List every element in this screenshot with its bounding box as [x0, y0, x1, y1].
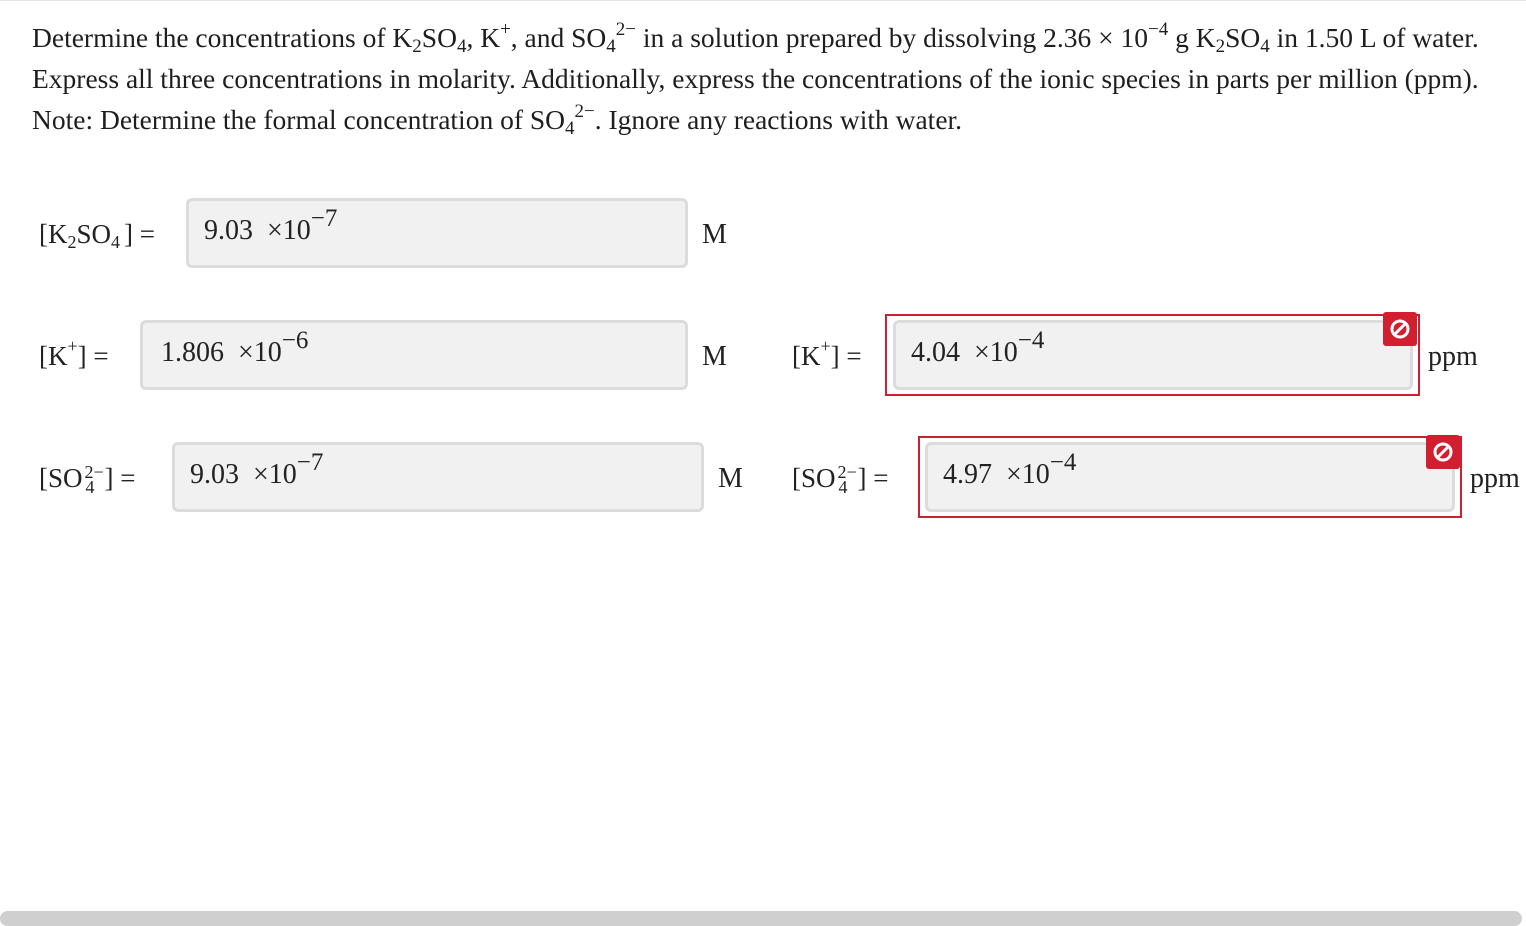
kplus-ppm-value: 4.04 ×10−4 [911, 327, 1045, 368]
so4-molarity-unit: M [718, 463, 743, 494]
so4-ppm-value: 4.97 ×10−4 [943, 449, 1077, 490]
kplus-molarity-label: [K + ] = [39, 335, 109, 371]
so4-molarity-value: 9.03 ×10−7 [190, 449, 324, 490]
so4-molarity-input[interactable] [172, 442, 704, 512]
kplus-molarity-input[interactable] [140, 320, 688, 390]
kplus-molarity-unit: M [702, 341, 727, 372]
kplus-ppm-unit: ppm [1428, 341, 1478, 372]
so4-molarity-label: [SO 2− 4 ] = [39, 462, 136, 497]
kplus-ppm-label: [K + ] = [792, 335, 862, 371]
k2so4-label: [K 2 SO 4 ] = [39, 218, 155, 252]
kplus-molarity-value: 1.806 ×10−6 [161, 327, 309, 368]
so4-ppm-label: [SO 2− 4 ] = [792, 462, 889, 497]
so4-ppm-input[interactable] [925, 442, 1455, 512]
kplus-ppm-input[interactable] [893, 320, 1413, 390]
k2so4-molarity-input[interactable] [186, 198, 688, 268]
top-divider [0, 0, 1526, 1]
no-entry-icon[interactable] [1426, 435, 1460, 469]
question-text: Determine the concentrations of $K_2SO_4$, K+, and $SO_4^{2-}$ in a solution prepared by dissolving $2.36 \times 10^{-4}$ g $K_2SO_4$ in 1.50 L of water. Express all three concentrations in molarity. Additionally, express the concentrations of the ionic species in parts per million (ppm). Note: Determine the formal concentration of $SO_4^{2-}$. Ignore any reactions with water. [32, 19, 1479, 139]
so4-ppm-unit: ppm [1470, 463, 1520, 494]
no-entry-icon[interactable] [1383, 312, 1417, 346]
k2so4-unit: M [702, 219, 727, 250]
k2so4-molarity-value: 9.03 ×10−7 [204, 205, 338, 246]
horizontal-scrollbar[interactable] [0, 911, 1522, 926]
